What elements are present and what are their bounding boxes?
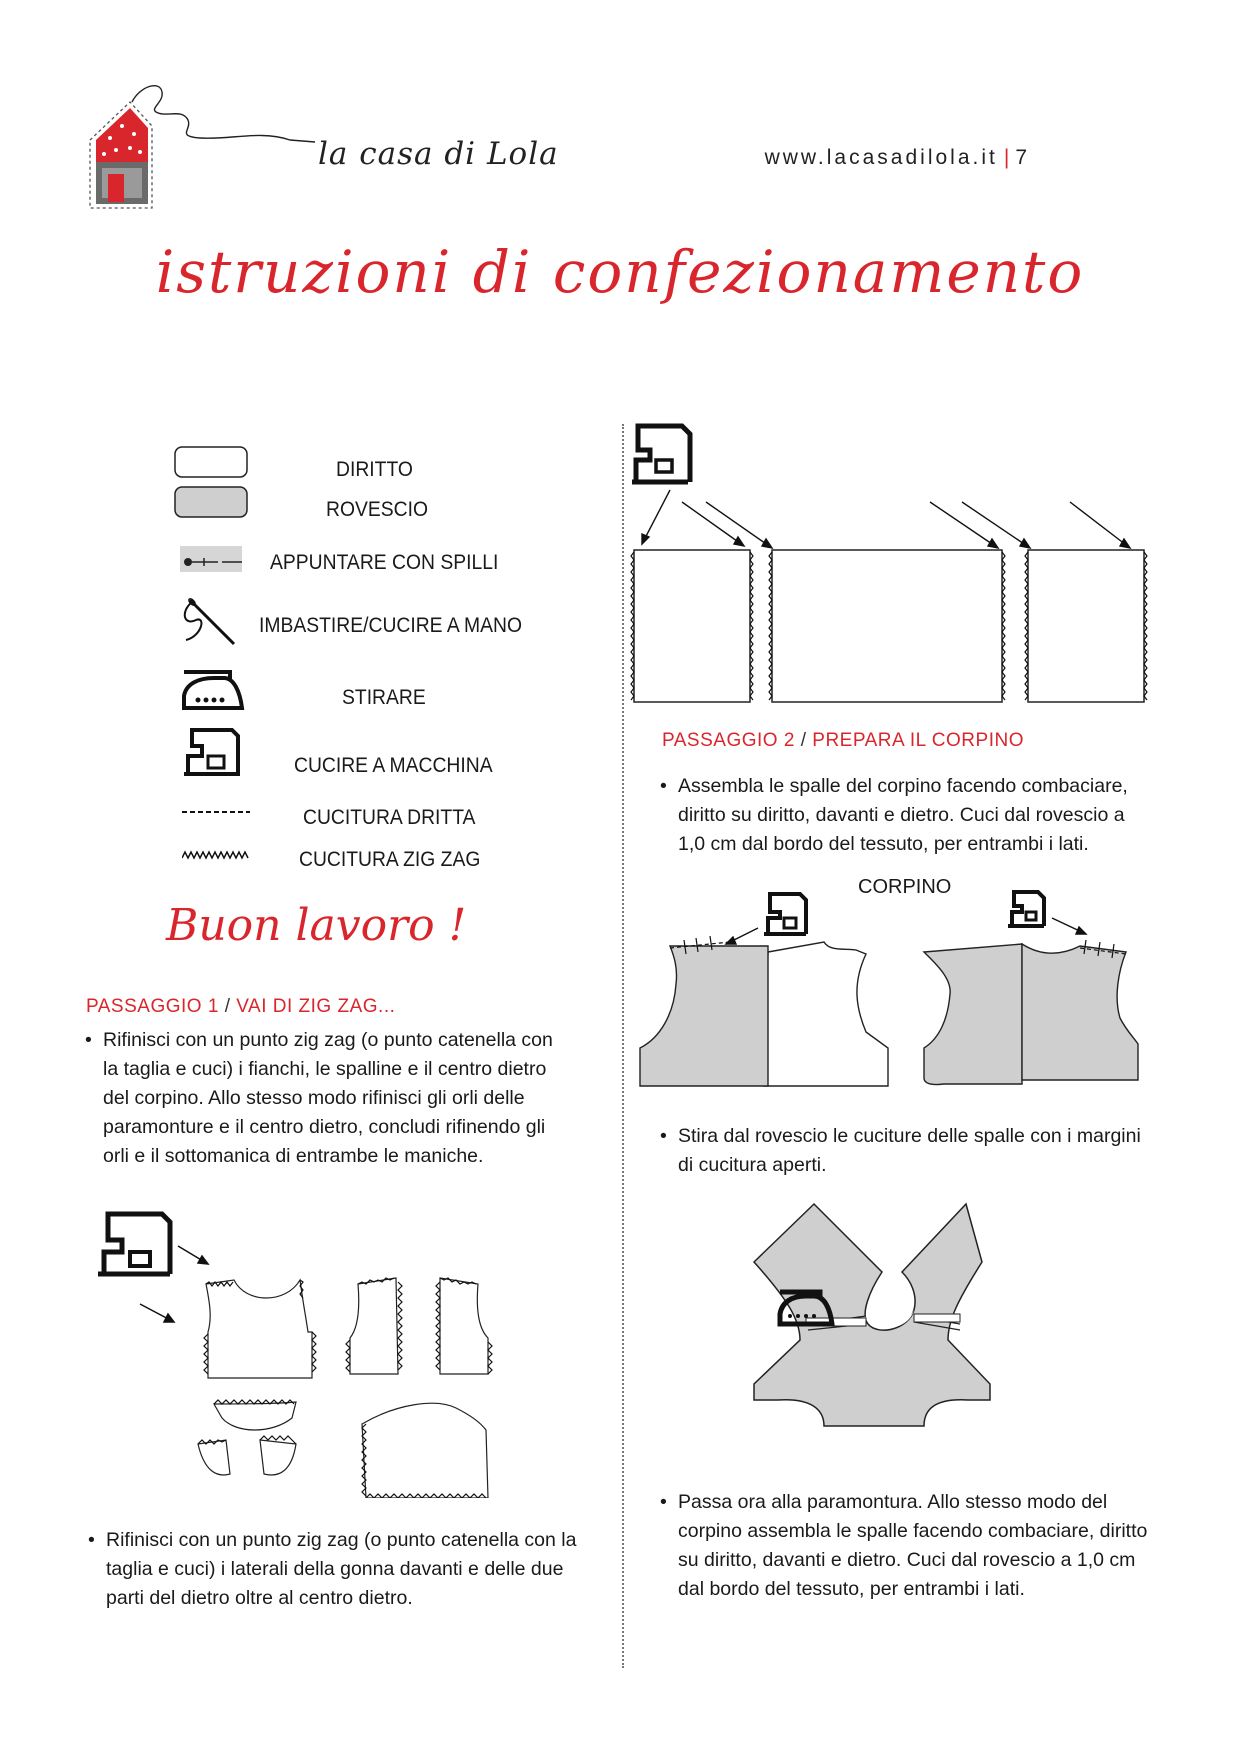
step1-text-2: Rifinisci con un punto zig zag (o punto catenella con la taglia e cuci) i laterali della gonna davanti e delle due parti del dietro oltre al centro dietro. — [106, 1529, 577, 1609]
corpino-diagram — [634, 888, 1174, 1098]
step2-text-2: Stira dal rovescio le cuciture delle spalle con i margini di cucitura aperti. — [678, 1125, 1141, 1176]
step2-text-3: Passa ora alla paramontura. Allo stesso modo del corpino assembla le spalle facendo combaciare, diritto su diritto, davanti e dietro. Cuci dal rovescio a 1,0 cm dal bordo del tessuto, per entrambi i lati. — [678, 1491, 1148, 1600]
brand-name: la casa di Lola — [318, 136, 559, 172]
straight-stitch-icon — [182, 808, 250, 816]
step1-slash: / — [224, 996, 231, 1017]
greeting: Buon lavoro ! — [166, 900, 467, 951]
pin-icon — [178, 544, 248, 576]
step1-number: PASSAGGIO 1 — [86, 996, 219, 1017]
legend-appuntare: APPUNTARE CON SPILLI — [270, 551, 499, 574]
page-title: istruzioni di confezionamento — [155, 238, 1085, 306]
iron-icon — [178, 668, 248, 712]
legend-imbastire: IMBASTIRE/CUCIRE A MANO — [259, 614, 523, 637]
step2-name: PREPARA IL CORPINO — [812, 730, 1024, 751]
legend-cucitura-dritta: CUCITURA DRITTA — [303, 806, 476, 829]
legend-cucire-macchina: CUCIRE A MACCHINA — [294, 754, 493, 777]
bullet-icon: • — [660, 775, 667, 797]
step1-paragraph-1 — [85, 1026, 573, 1171]
right-side-swatch-icon — [174, 446, 248, 480]
sewing-machine-icon — [98, 1214, 170, 1274]
legend-cucitura-zigzag: CUCITURA ZIG ZAG — [299, 848, 481, 871]
step2-paragraph-3 — [660, 1488, 1158, 1604]
bullet-icon: • — [660, 1125, 667, 1147]
step2-paragraph-1 — [660, 772, 1152, 859]
site-url[interactable] — [765, 146, 1030, 170]
figure-label-corpino: CORPINO — [858, 876, 952, 898]
sewing-machine-icon — [180, 726, 248, 778]
step2-number: PASSAGGIO 2 — [662, 730, 795, 751]
step2-heading — [662, 730, 1024, 752]
step1-heading — [86, 996, 395, 1018]
zigzag-stitch-icon — [182, 850, 250, 860]
bullet-icon: • — [85, 1029, 92, 1051]
step2-slash: / — [800, 730, 807, 751]
step2-paragraph-2 — [660, 1122, 1158, 1180]
page-number: 7 — [1015, 146, 1030, 169]
step1-text-1: Rifinisci con un punto zig zag (o punto catenella con la taglia e cuci) i fianchi, le spalline e il centro dietro del corpino. Allo stesso modo rifinisci gli orli delle paramonture e il centro dietro, concludi rifinendo gli orli e il sottomanica di entrambe le maniche. — [103, 1029, 553, 1167]
logo-house-icon — [80, 80, 320, 220]
legend-stirare: STIRARE — [342, 686, 426, 709]
step2-text-1: Assembla le spalle del corpino facendo combaciare, diritto su diritto, davanti e dietro. Cuci dal rovescio a 1,0 cm dal bordo del tessuto, per entrambi i lati. — [678, 775, 1128, 855]
column-divider — [622, 424, 624, 1668]
site-url-text[interactable]: www.lacasadilola.it — [764, 146, 998, 169]
step1-paragraph-2 — [88, 1526, 578, 1613]
legend-diritto: DIRITTO — [336, 458, 413, 481]
header-separator: | — [1003, 146, 1010, 169]
bullet-icon: • — [88, 1529, 95, 1551]
legend-rovescio: ROVESCIO — [326, 498, 428, 521]
step1-zigzag-diagram — [96, 1208, 566, 1498]
bullet-icon: • — [660, 1491, 667, 1513]
wrong-side-swatch-icon — [174, 486, 248, 520]
step2-skirt-diagram — [628, 420, 1158, 720]
pressed-seams-diagram — [748, 1200, 992, 1430]
needle-thread-icon — [178, 596, 238, 650]
step1-name: VAI DI ZIG ZAG... — [236, 996, 396, 1017]
